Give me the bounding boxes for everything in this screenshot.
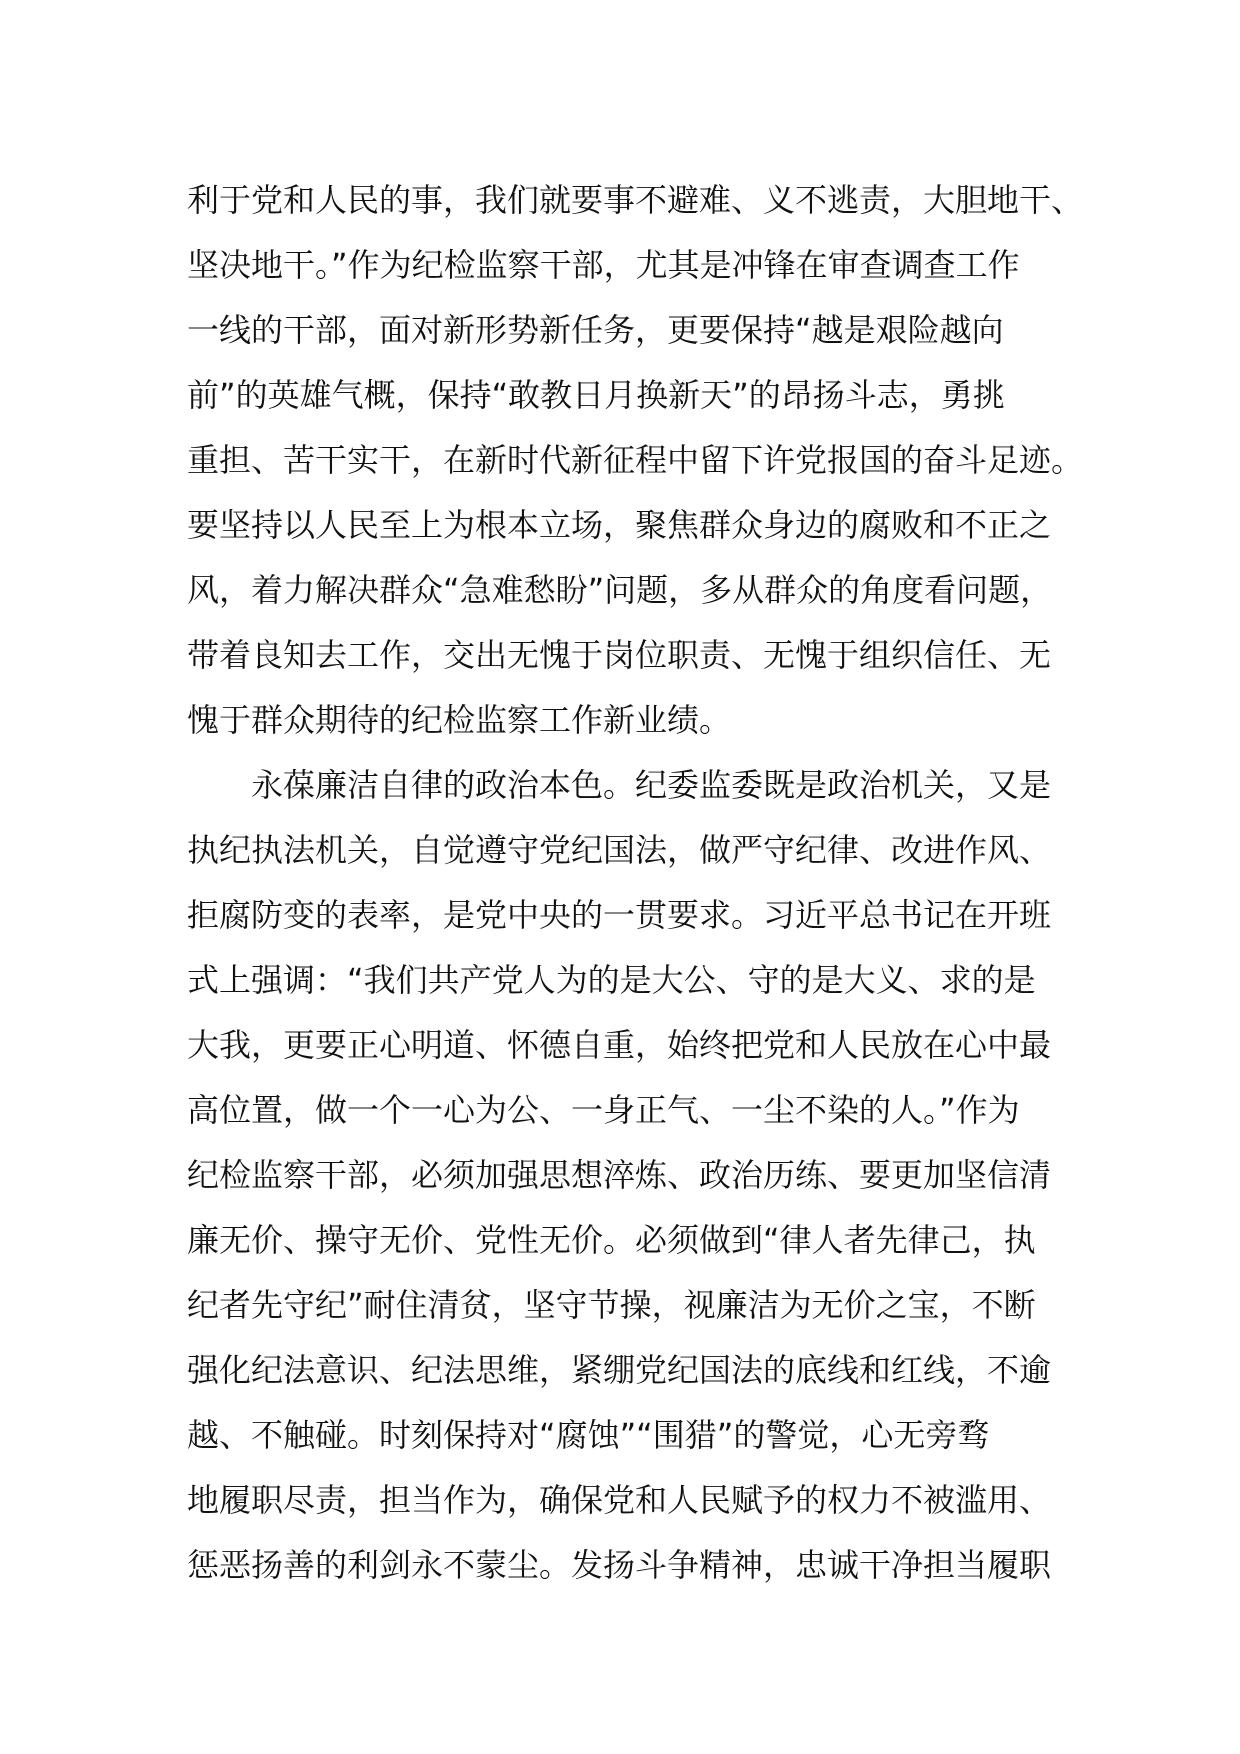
paragraph-line: 一线的干部，面对新形势新任务，更要保持“越是艰险越向 <box>187 311 1004 349</box>
paragraph-line: 强化纪法意识、纪法思维，紧绷党纪国法的底线和红线，不逾 <box>187 1351 1052 1389</box>
paragraph-line: 大我，更要正心明道、怀德自重，始终把党和人民放在心中最 <box>187 1026 1052 1064</box>
paragraph-line: 纪检监察干部，必须加强思想淬炼、政治历练、要更加坚信清 <box>187 1156 1052 1194</box>
paragraph-line: 风，着力解决群众“急难愁盼”问题，多从群众的角度看问题， <box>187 571 1053 609</box>
paragraph-line: 执纪执法机关，自觉遵守党纪国法，做严守纪律、改进作风、 <box>187 831 1052 869</box>
paragraph-line: 前”的英雄气概，保持“敢教日月换新天”的昂扬斗志，勇挑 <box>187 376 1005 414</box>
paragraph-line: 地履职尽责，担当作为，确保党和人民赋予的权力不被滥用、 <box>187 1481 1052 1519</box>
paragraph-line: 带着良知去工作，交出无愧于岗位职责、无愧于组织信任、无 <box>187 636 1052 674</box>
paragraph-line: 廉无价、操守无价、党性无价。必须做到“律人者先律己，执 <box>187 1221 1036 1259</box>
paragraph-first-line: 永葆廉洁自律的政治本色。纪委监委既是政治机关，又是 <box>251 766 1052 804</box>
paragraph-line: 愧于群众期待的纪检监察工作新业绩。 <box>187 701 732 739</box>
paragraph-line: 越、不触碰。时刻保持对“腐蚀”“围猎”的警觉，心无旁骛 <box>187 1416 990 1454</box>
paragraph-line: 坚决地干。”作为纪检监察干部，尤其是冲锋在审查调查工作 <box>187 246 1020 284</box>
paragraph-line: 纪者先守纪”耐住清贫，坚守节操，视廉洁为无价之宝，不断 <box>187 1286 1036 1324</box>
paragraph-line: 重担、苦干实干，在新时代新征程中留下许党报国的奋斗足迹。 <box>187 441 1084 479</box>
paragraph-line: 高位置，做一个一心为公、一身正气、一尘不染的人。”作为 <box>187 1091 1020 1129</box>
paragraph-line: 利于党和人民的事，我们就要事不避难、义不逃责，大胆地干、 <box>187 181 1084 219</box>
paragraph-line: 惩恶扬善的利剑永不蒙尘。发扬斗争精神，忠诚干净担当履职 <box>187 1546 1052 1584</box>
paragraph-line: 拒腐防变的表率，是党中央的一贯要求。习近平总书记在开班 <box>187 896 1052 934</box>
paragraph-line: 要坚持以人民至上为根本立场，聚焦群众身边的腐败和不正之 <box>187 506 1052 544</box>
paragraph-line: 式上强调：“我们共产党人为的是大公、守的是大义、求的是 <box>187 961 1036 999</box>
